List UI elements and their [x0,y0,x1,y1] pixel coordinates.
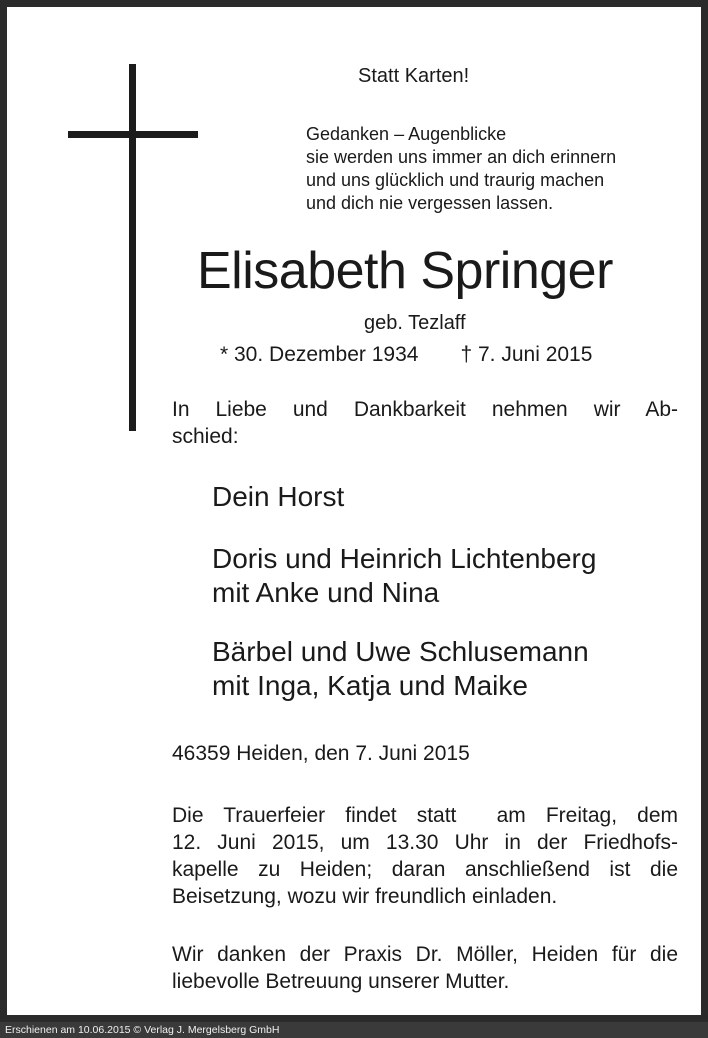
cross-icon [129,64,136,431]
cross-icon-bar [68,131,198,138]
text-line: Beisetzung, wozu wir freundlich einladen. [172,885,558,908]
family-group [212,635,589,703]
deceased-name: Elisabeth Springer [197,242,613,300]
poem-line: Gedanken – Augenblicke [306,124,507,144]
life-dates [220,343,592,367]
family-line: Bärbel und Uwe Schlusemann [212,636,589,667]
text-line: Die Trauerfeier findet statt am Freitag, dem [172,804,678,827]
family-line: Dein Horst [212,481,345,512]
death-date: † 7. Juni 2015 [460,343,593,366]
poem-line: sie werden uns immer an dich erinnern [306,147,617,167]
farewell-text [172,396,678,450]
place-date: 46359 Heiden, den 7. Juni 2015 [172,742,470,765]
family-line: Doris und Heinrich Lichtenberg [212,543,597,574]
poem [306,123,616,215]
text-line: In Liebe und Dankbarkeit nehmen wir Ab- [172,398,678,421]
birth-date: * 30. Dezember 1934 [220,343,419,366]
text-line: Wir danken der Praxis Dr. Möller, Heiden für die [172,943,678,966]
text-line: kapelle zu Heiden; daran anschließend ist die [172,858,678,881]
poem-line: und uns glücklich und traurig machen [306,170,605,190]
thanks-text [172,941,678,995]
family-line: mit Anke und Nina [212,577,440,608]
text-line: liebevolle Betreuung unserer Mutter. [172,970,510,993]
poem-line: und dich nie vergessen lassen. [306,193,554,213]
family-group [212,480,344,514]
funeral-info [172,802,678,910]
publication-footer: Erschienen am 10.06.2015 © Verlag J. Mergelsberg GmbH [0,1022,708,1038]
text-line: schied: [172,425,239,448]
heading: Statt Karten! [358,65,470,87]
birth-name: geb. Tezlaff [364,312,466,334]
family-line: mit Inga, Katja und Maike [212,670,528,701]
family-group [212,542,596,610]
text-line: 12. Juni 2015, um 13.30 Uhr in der Friedhofs- [172,831,678,854]
